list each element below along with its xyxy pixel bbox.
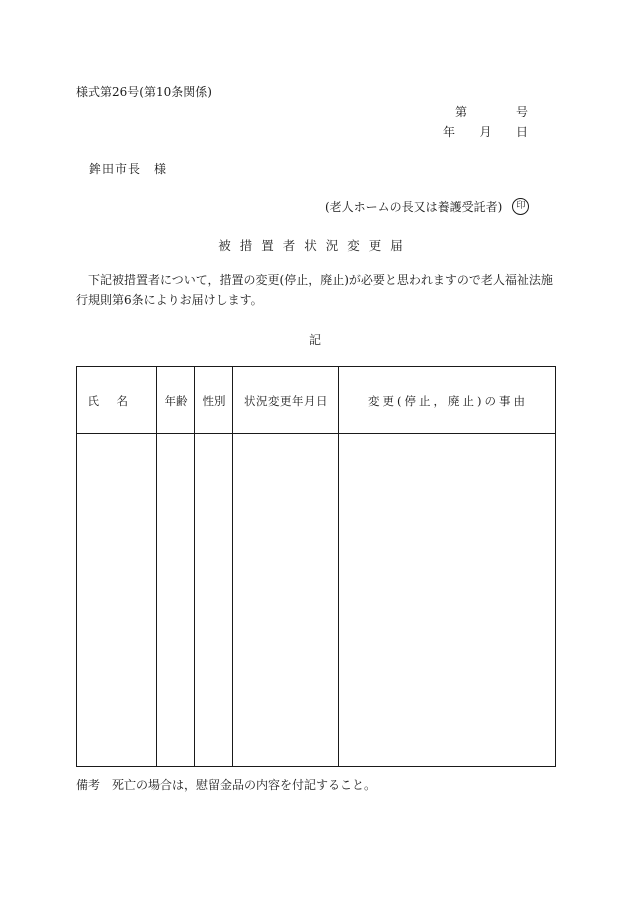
document-title: 被措置者状況変更届 [218, 238, 412, 253]
document-date [443, 123, 528, 140]
header-sex: 性別 [202, 393, 226, 408]
form-number: 様式第26号(第10条関係) [76, 85, 212, 99]
date-year: 年 [443, 125, 456, 139]
header-name-2: 名 [116, 393, 128, 408]
record-table [76, 366, 556, 767]
header-name [77, 367, 156, 434]
date-month: 月 [479, 125, 492, 139]
applicant-line [325, 198, 529, 215]
seal-icon: 印 [512, 198, 529, 215]
document-number [455, 103, 528, 120]
addressee: 鉾田市長 様 [89, 162, 168, 176]
header-age: 年齢 [164, 393, 188, 408]
ki-heading: 記 [308, 333, 321, 347]
header-reason: 変更(停止，廃止)の事由 [368, 393, 528, 408]
body-text: 下記被措置者について，措置の変更(停止，廃止)が必要と思われますので老人福祉法施行規則第6条によりお届けします。 [76, 273, 553, 307]
number-prefix: 第 [455, 105, 468, 119]
date-day: 日 [515, 125, 528, 139]
applicant-label: (老人ホームの長又は養護受託者) [325, 200, 503, 214]
number-suffix: 号 [515, 105, 528, 119]
header-name-1: 氏 [87, 393, 99, 408]
header-change-date: 状況変更年月日 [244, 393, 328, 408]
remarks: 備考 死亡の場合は，慰留金品の内容を付記すること。 [76, 778, 377, 792]
